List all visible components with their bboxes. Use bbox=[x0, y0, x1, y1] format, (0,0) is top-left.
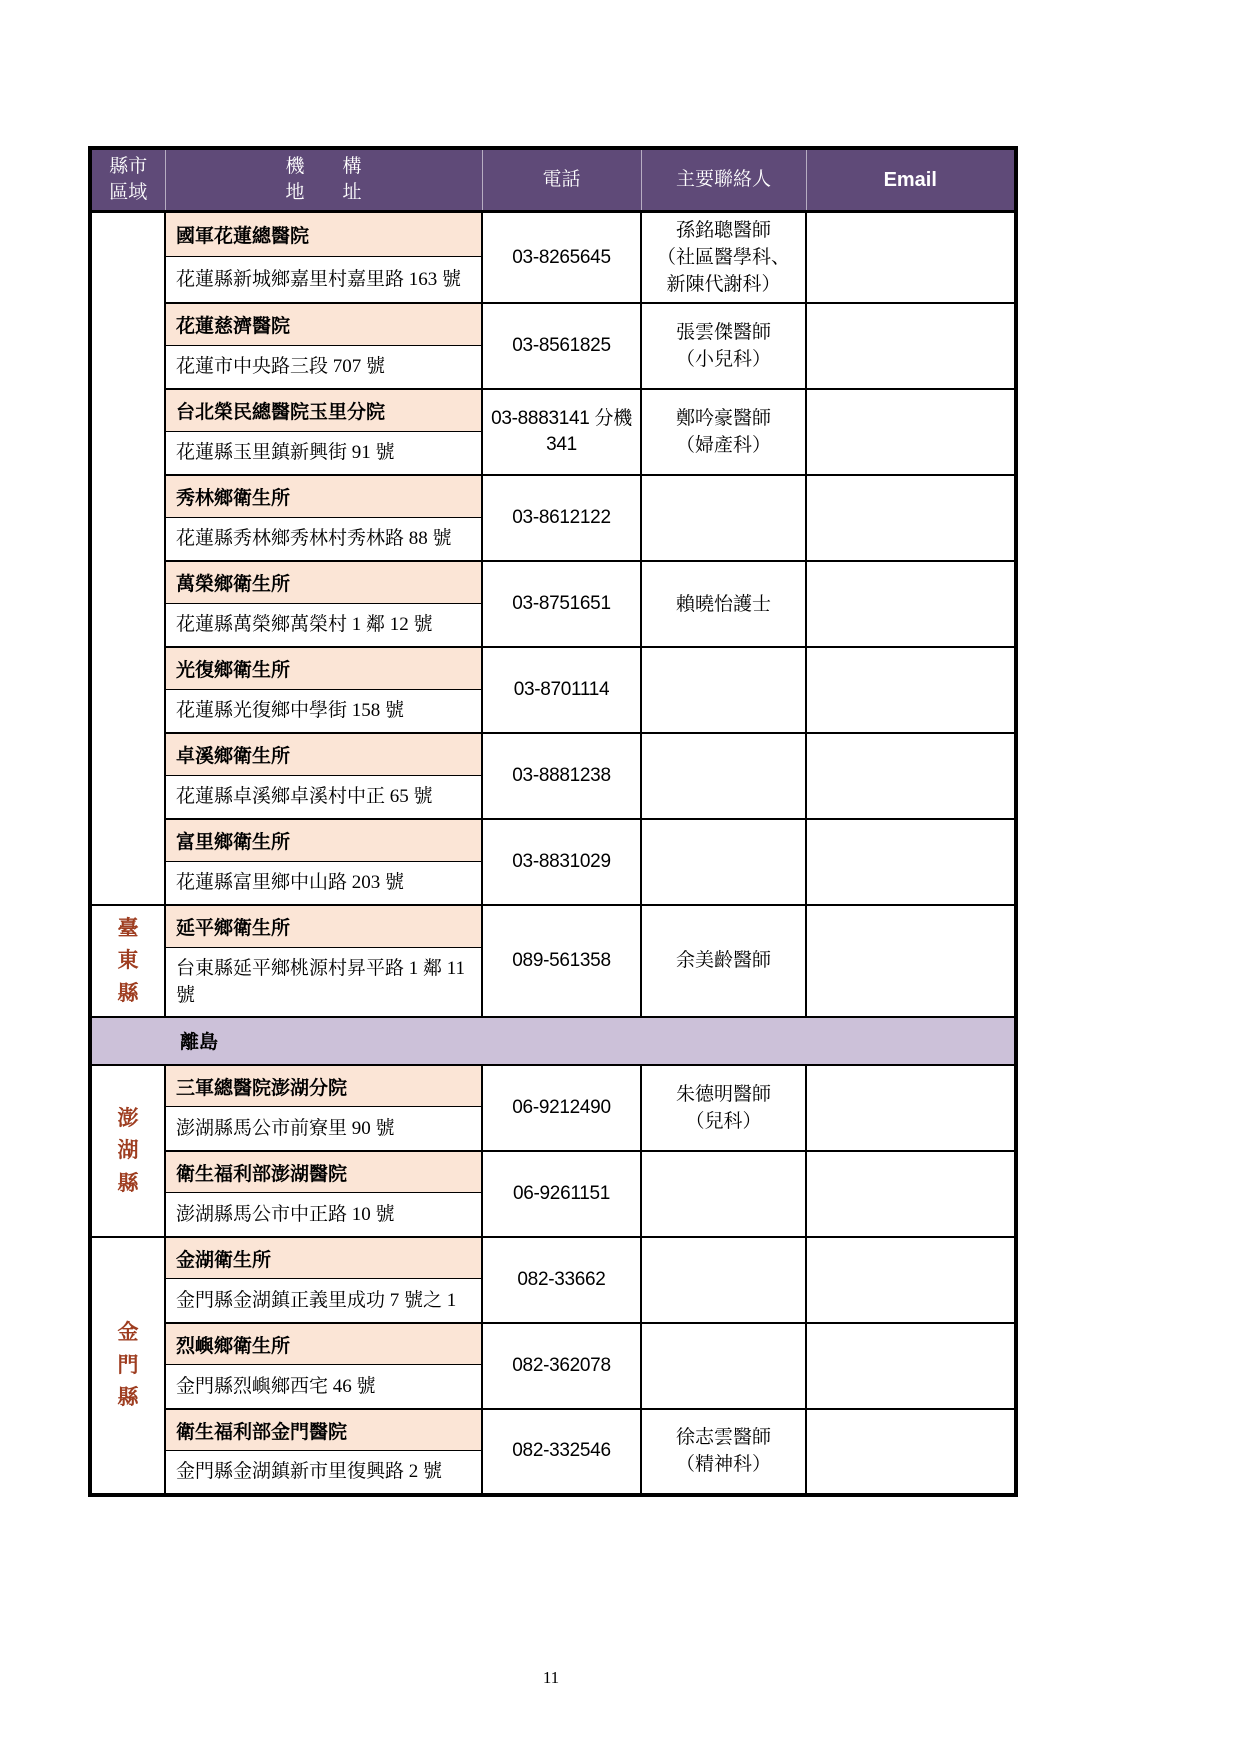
county-cell-taitung: 臺東縣 bbox=[90, 905, 165, 1017]
phone-value: 03-8265645 bbox=[482, 212, 641, 304]
org-address: 澎湖縣馬公市中正路 10 號 bbox=[165, 1193, 482, 1237]
contact-cell bbox=[641, 905, 806, 1017]
contact-name: 徐志雲醫師 bbox=[675, 1427, 771, 1448]
phone-value: 03-8881238 bbox=[482, 733, 641, 819]
org-address: 花蓮縣光復鄉中學街 158 號 bbox=[165, 689, 482, 733]
email-cell bbox=[806, 1065, 1016, 1151]
org-name: 延平鄉衛生所 bbox=[165, 905, 482, 947]
org-name: 台北榮民總醫院玉里分院 bbox=[165, 389, 482, 431]
org-name: 花蓮慈濟醫院 bbox=[165, 303, 482, 345]
table-row bbox=[90, 647, 1016, 689]
contact-cell bbox=[641, 212, 806, 304]
contact-dept: （社區醫學科、新陳代謝科） bbox=[656, 247, 790, 295]
table-row bbox=[90, 303, 1016, 345]
email-cell bbox=[806, 212, 1016, 304]
email-cell bbox=[806, 733, 1016, 819]
email-cell bbox=[806, 819, 1016, 905]
hospital-contact-table-wrap bbox=[88, 146, 1014, 1497]
phone-value: 082-362078 bbox=[482, 1323, 641, 1409]
org-name: 萬榮鄉衛生所 bbox=[165, 561, 482, 603]
contact-cell bbox=[641, 733, 806, 819]
contact-cell bbox=[641, 1237, 806, 1323]
email-cell bbox=[806, 1323, 1016, 1409]
org-name: 富里鄉衛生所 bbox=[165, 819, 482, 861]
table-row bbox=[90, 212, 1016, 257]
org-name: 烈嶼鄉衛生所 bbox=[165, 1323, 482, 1365]
contact-dept: （精神科） bbox=[675, 1454, 771, 1475]
header-org-line1: 機 構 bbox=[285, 156, 362, 177]
contact-name: 鄭吟豪醫師 bbox=[675, 408, 771, 429]
org-address: 金門縣金湖鎮新市里復興路 2 號 bbox=[165, 1451, 482, 1495]
org-name: 卓溪鄉衛生所 bbox=[165, 733, 482, 775]
email-cell bbox=[806, 475, 1016, 561]
phone-value: 03-8612122 bbox=[482, 475, 641, 561]
contact-dept: （兒科） bbox=[685, 1110, 762, 1132]
org-address: 花蓮市中央路三段 707 號 bbox=[165, 345, 482, 389]
email-cell bbox=[806, 561, 1016, 647]
phone-value: 06-9261151 bbox=[482, 1151, 641, 1237]
header-organization bbox=[165, 148, 482, 212]
table-row bbox=[90, 905, 1016, 947]
table-row bbox=[90, 1151, 1016, 1193]
org-address: 花蓮縣秀林鄉秀林村秀林路 88 號 bbox=[165, 517, 482, 561]
header-email: Email bbox=[806, 148, 1016, 212]
contact-cell bbox=[641, 1151, 806, 1237]
contact-name: 朱德明醫師 bbox=[675, 1083, 771, 1105]
header-region-line2: 區域 bbox=[109, 182, 148, 203]
header-region bbox=[90, 148, 165, 212]
table-header-row bbox=[90, 148, 1016, 212]
contact-dept: （婦產科） bbox=[675, 435, 771, 456]
email-cell bbox=[806, 303, 1016, 389]
org-name: 衛生福利部澎湖醫院 bbox=[165, 1151, 482, 1193]
email-cell bbox=[806, 1409, 1016, 1495]
section-divider-row bbox=[90, 1017, 1016, 1065]
table-row bbox=[90, 1409, 1016, 1451]
org-address: 台東縣延平鄉桃源村昇平路 1 鄰 11 號 bbox=[165, 947, 482, 1017]
email-cell bbox=[806, 1237, 1016, 1323]
email-cell bbox=[806, 647, 1016, 733]
org-name: 三軍總醫院澎湖分院 bbox=[165, 1065, 482, 1107]
table-row bbox=[90, 1237, 1016, 1279]
page-number: 11 bbox=[542, 1668, 560, 1687]
phone-value: 03-8701114 bbox=[482, 647, 641, 733]
county-cell-kinmen: 金門縣 bbox=[90, 1237, 165, 1495]
contact-name: 賴曉怡護士 bbox=[675, 593, 771, 615]
table-row bbox=[90, 561, 1016, 603]
contact-cell bbox=[641, 389, 806, 475]
org-address: 金門縣烈嶼鄉西宅 46 號 bbox=[165, 1365, 482, 1409]
org-name: 衛生福利部金門醫院 bbox=[165, 1409, 482, 1451]
contact-name: 余美齡醫師 bbox=[675, 950, 771, 972]
phone-value: 03-8883141 分機 341 bbox=[482, 389, 641, 475]
contact-name: 張雲傑醫師 bbox=[675, 322, 771, 343]
table-row bbox=[90, 389, 1016, 431]
org-name: 國軍花蓮總醫院 bbox=[165, 212, 482, 257]
org-name: 光復鄉衛生所 bbox=[165, 647, 482, 689]
contact-cell bbox=[641, 819, 806, 905]
contact-cell bbox=[641, 303, 806, 389]
contact-cell bbox=[641, 1065, 806, 1151]
phone-value: 082-332546 bbox=[482, 1409, 641, 1495]
contact-cell bbox=[641, 1323, 806, 1409]
email-cell bbox=[806, 1151, 1016, 1237]
contact-cell bbox=[641, 1409, 806, 1495]
org-address: 花蓮縣富里鄉中山路 203 號 bbox=[165, 861, 482, 905]
table-row bbox=[90, 733, 1016, 775]
phone-value: 03-8751651 bbox=[482, 561, 641, 647]
org-name: 秀林鄉衛生所 bbox=[165, 475, 482, 517]
header-org-line2: 地 址 bbox=[285, 182, 362, 203]
county-cell-penghu: 澎湖縣 bbox=[90, 1065, 165, 1237]
table-row bbox=[90, 475, 1016, 517]
org-address: 花蓮縣卓溪鄉卓溪村中正 65 號 bbox=[165, 775, 482, 819]
email-cell bbox=[806, 905, 1016, 1017]
header-phone: 電話 bbox=[482, 148, 641, 212]
contact-name: 孫銘聰醫師 bbox=[675, 220, 771, 241]
header-contact: 主要聯絡人 bbox=[641, 148, 806, 212]
contact-cell bbox=[641, 475, 806, 561]
org-name: 金湖衛生所 bbox=[165, 1237, 482, 1279]
email-cell bbox=[806, 389, 1016, 475]
phone-value: 03-8561825 bbox=[482, 303, 641, 389]
contact-cell bbox=[641, 647, 806, 733]
section-divider-label: 離島 bbox=[90, 1017, 1016, 1065]
org-address: 澎湖縣馬公市前寮里 90 號 bbox=[165, 1107, 482, 1151]
phone-value: 06-9212490 bbox=[482, 1065, 641, 1151]
org-address: 花蓮縣新城鄉嘉里村嘉里路 163 號 bbox=[165, 256, 482, 303]
table-row bbox=[90, 1323, 1016, 1365]
contact-cell bbox=[641, 561, 806, 647]
phone-value: 082-33662 bbox=[482, 1237, 641, 1323]
table-row bbox=[90, 819, 1016, 861]
org-address: 花蓮縣萬榮鄉萬榮村 1 鄰 12 號 bbox=[165, 603, 482, 647]
phone-value: 089-561358 bbox=[482, 905, 641, 1017]
contact-dept: （小兒科） bbox=[675, 349, 771, 370]
header-region-line1: 縣市 bbox=[109, 156, 148, 177]
table-row bbox=[90, 1065, 1016, 1107]
county-cell-blank bbox=[90, 212, 165, 906]
hospital-contact-table bbox=[88, 146, 1018, 1497]
org-address: 花蓮縣玉里鎮新興街 91 號 bbox=[165, 431, 482, 475]
phone-value: 03-8831029 bbox=[482, 819, 641, 905]
org-address: 金門縣金湖鎮正義里成功 7 號之 1 bbox=[165, 1279, 482, 1323]
